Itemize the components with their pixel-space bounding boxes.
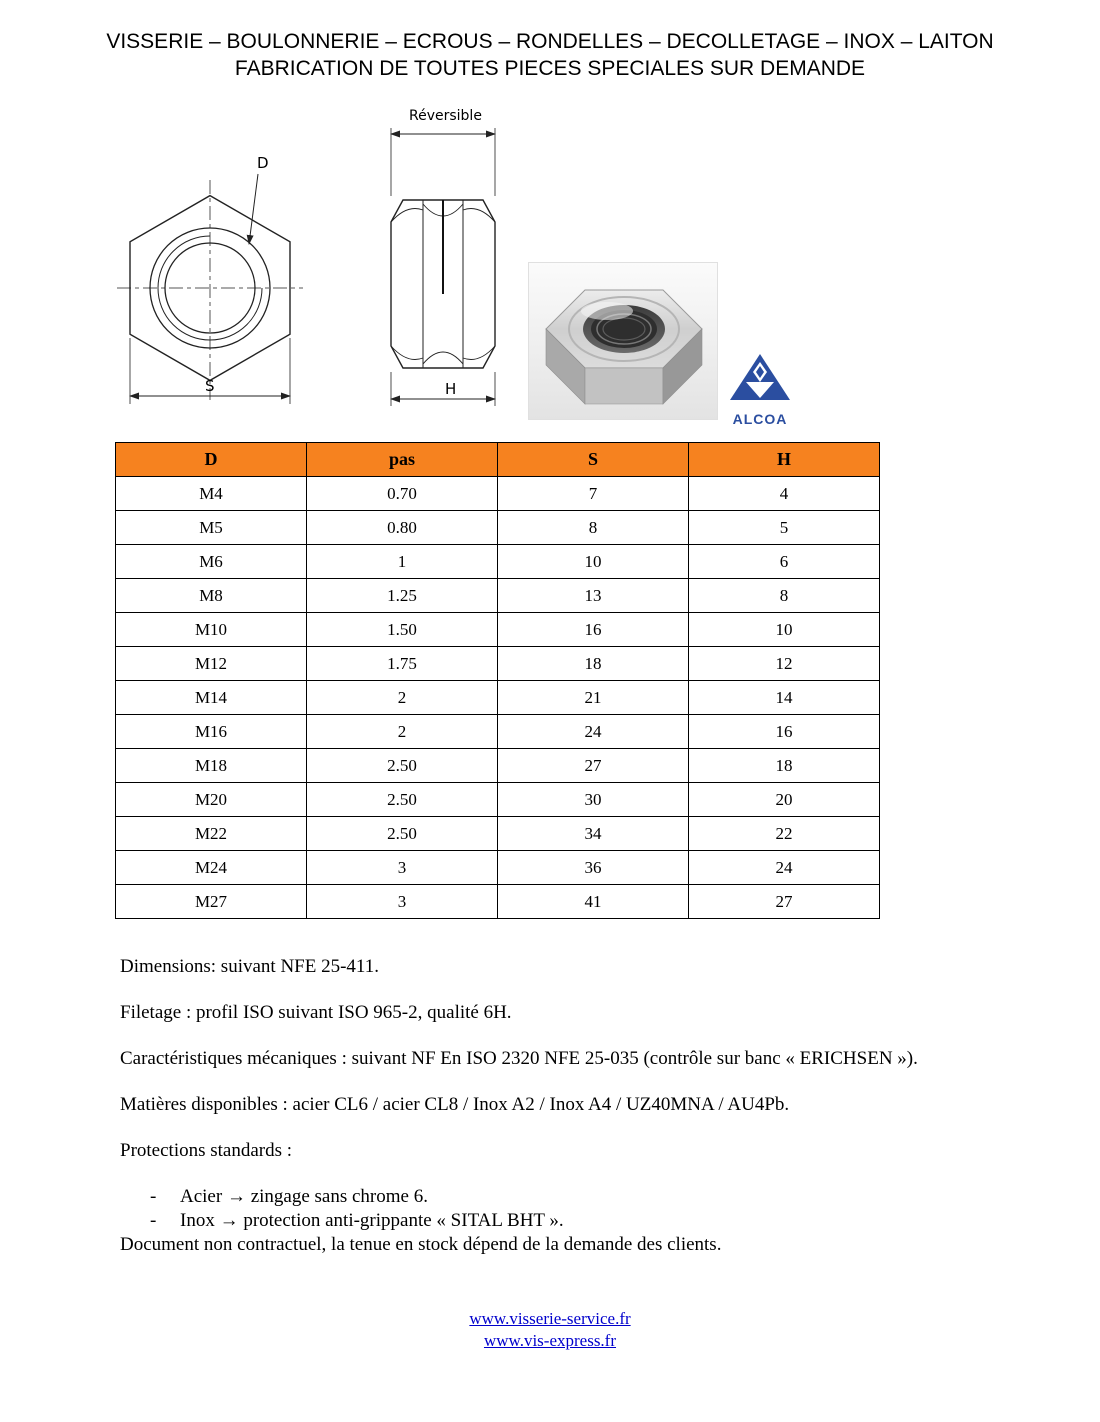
table-row <box>116 545 880 579</box>
table-cell: 24 <box>689 851 880 885</box>
list-item-text: Acier → zingage sans chrome 6. <box>180 1186 428 1207</box>
table-cell: 6 <box>689 545 880 579</box>
table-cell: 27 <box>498 749 689 783</box>
table-cell: 34 <box>498 817 689 851</box>
note-dimensions: Dimensions: suivant NFE 25-411. <box>120 956 379 977</box>
table-cell: 2.50 <box>307 783 498 817</box>
header-line-1: VISSERIE – BOULONNERIE – ECROUS – RONDELLES – DECOLLETAGE – INOX – LAITON <box>106 30 994 53</box>
link-visserie-service[interactable]: www.visserie-service.fr <box>469 1309 631 1328</box>
table-row <box>116 511 880 545</box>
table-cell: 1.75 <box>307 647 498 681</box>
alcoa-logo-mark <box>728 352 792 404</box>
table-cell: 22 <box>689 817 880 851</box>
table-cell: 18 <box>498 647 689 681</box>
table-cell: 3 <box>307 851 498 885</box>
table-cell: 0.70 <box>307 477 498 511</box>
front-view-s-label: S <box>205 377 215 395</box>
table-cell: M14 <box>116 681 307 715</box>
header-line-2: FABRICATION DE TOUTES PIECES SPECIALES SUR DEMANDE <box>234 57 866 80</box>
list-bullet: - <box>150 1186 157 1207</box>
table-cell: M24 <box>116 851 307 885</box>
table-cell: 2.50 <box>307 817 498 851</box>
table-cell: 2 <box>307 681 498 715</box>
table-cell: M22 <box>116 817 307 851</box>
list-item <box>150 1209 1020 1232</box>
list-item <box>150 1185 1020 1208</box>
column-header-h: H <box>689 443 880 477</box>
note-caracteristiques: Caractéristiques mécaniques : suivant NF En ISO 2320 NFE 25-035 (contrôle sur banc « ERICHSEN »). <box>120 1048 918 1069</box>
table-row <box>116 817 880 851</box>
dimensions-table <box>115 442 880 919</box>
table-cell: M5 <box>116 511 307 545</box>
table-cell: M16 <box>116 715 307 749</box>
table-cell: 30 <box>498 783 689 817</box>
table-cell: 16 <box>689 715 880 749</box>
notes-section <box>120 955 1020 1256</box>
table-cell: 24 <box>498 715 689 749</box>
table-cell: 14 <box>689 681 880 715</box>
table-row <box>116 579 880 613</box>
table-cell: 4 <box>689 477 880 511</box>
table-cell: 18 <box>689 749 880 783</box>
table-cell: M6 <box>116 545 307 579</box>
note-disclaimer: Document non contractuel, la tenue en stock dépend de la demande des clients. <box>120 1234 722 1255</box>
table-cell: 10 <box>689 613 880 647</box>
document-header <box>0 0 1100 82</box>
table-cell: 2 <box>307 715 498 749</box>
table-cell: 8 <box>689 579 880 613</box>
table-cell: 20 <box>689 783 880 817</box>
table-row <box>116 681 880 715</box>
table-cell: 27 <box>689 885 880 919</box>
table-row <box>116 885 880 919</box>
footer <box>0 1308 1100 1352</box>
table-row <box>116 613 880 647</box>
protections-list <box>150 1185 1020 1232</box>
list-item-text: Inox → protection anti-grippante « SITAL BHT ». <box>180 1210 564 1231</box>
table-cell: 36 <box>498 851 689 885</box>
nut-photo <box>528 262 718 420</box>
table-cell: 1 <box>307 545 498 579</box>
table-cell: 10 <box>498 545 689 579</box>
table-cell: 2.50 <box>307 749 498 783</box>
table-row <box>116 647 880 681</box>
alcoa-wordmark: ALCOA <box>732 411 788 427</box>
table-cell: 41 <box>498 885 689 919</box>
table-cell: 13 <box>498 579 689 613</box>
list-bullet: - <box>150 1210 157 1231</box>
front-view-d-label: D <box>257 154 269 172</box>
table-cell: M20 <box>116 783 307 817</box>
table-row <box>116 749 880 783</box>
table-cell: M8 <box>116 579 307 613</box>
table-cell: M4 <box>116 477 307 511</box>
note-protections-title: Protections standards : <box>120 1140 293 1161</box>
table-cell: 3 <box>307 885 498 919</box>
table-cell: 12 <box>689 647 880 681</box>
note-filetage: Filetage : profil ISO suivant ISO 965-2, qualité 6H. <box>120 1002 512 1023</box>
table-cell: M10 <box>116 613 307 647</box>
column-header-s: S <box>498 443 689 477</box>
table-row <box>116 851 880 885</box>
table-row <box>116 783 880 817</box>
table-row <box>116 477 880 511</box>
dimensions-table-body <box>116 477 880 919</box>
table-cell: 16 <box>498 613 689 647</box>
table-cell: 5 <box>689 511 880 545</box>
front-view-drawing <box>105 148 325 428</box>
table-cell: 1.25 <box>307 579 498 613</box>
table-cell: M27 <box>116 885 307 919</box>
side-view-reversible-label: Réversible <box>409 108 482 124</box>
nut-photo-render <box>529 263 719 421</box>
link-vis-express[interactable]: www.vis-express.fr <box>483 1331 617 1350</box>
table-cell: 7 <box>498 477 689 511</box>
table-cell: M18 <box>116 749 307 783</box>
table-cell: 8 <box>498 511 689 545</box>
table-header-row <box>116 443 880 477</box>
side-view-h-label: H <box>445 380 457 398</box>
column-header-d: D <box>116 443 307 477</box>
table-cell: 1.50 <box>307 613 498 647</box>
alcoa-logo <box>720 352 800 430</box>
note-matieres: Matières disponibles : acier CL6 / acier CL8 / Inox A2 / Inox A4 / UZ40MNA / AU4Pb. <box>120 1094 790 1115</box>
table-cell: 0.80 <box>307 511 498 545</box>
table-cell: 21 <box>498 681 689 715</box>
side-view-drawing <box>383 104 513 434</box>
dimensions-table-header <box>116 443 880 477</box>
table-cell: M12 <box>116 647 307 681</box>
table-row <box>116 715 880 749</box>
figures-zone <box>0 90 1100 442</box>
column-header-pas: pas <box>307 443 498 477</box>
